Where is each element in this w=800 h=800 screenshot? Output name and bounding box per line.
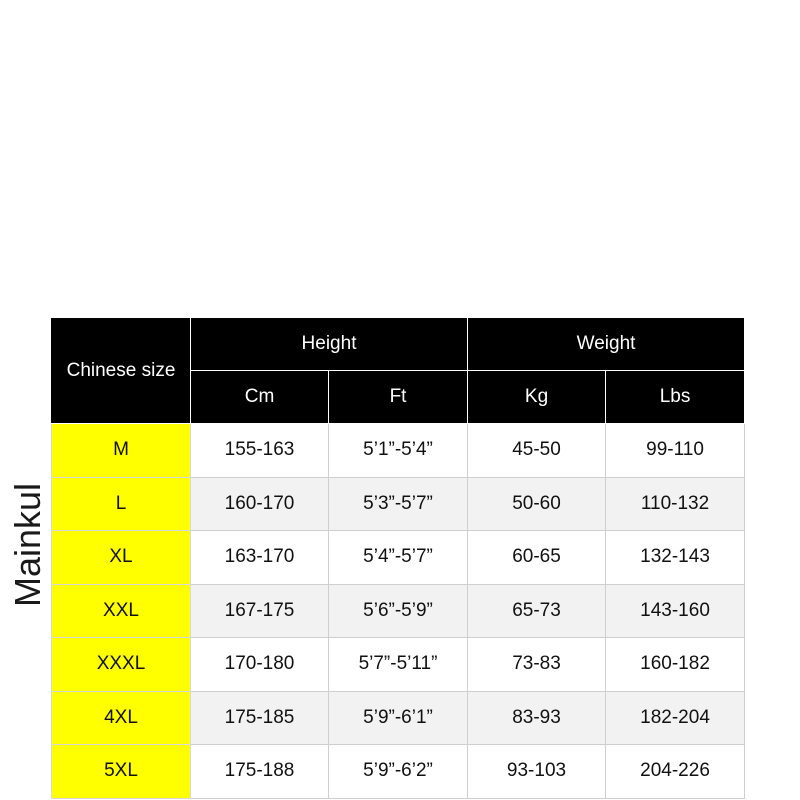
weight-kg-cell: 60-65 <box>468 531 606 585</box>
lbs-header: Lbs <box>606 371 745 424</box>
weight-lbs-cell: 110-132 <box>606 477 745 531</box>
brand-watermark <box>8 460 48 630</box>
table-row <box>52 745 745 799</box>
size-cell: 5XL <box>52 745 191 799</box>
weight-lbs-cell: 160-182 <box>606 638 745 692</box>
height-ft-cell: 5’1”-5’4” <box>329 424 468 478</box>
weight-kg-cell: 45-50 <box>468 424 606 478</box>
height-ft-cell: 5’7”-5’11” <box>329 638 468 692</box>
height-cm-cell: 155-163 <box>191 424 329 478</box>
weight-lbs-cell: 143-160 <box>606 584 745 638</box>
weight-lbs-cell: 182-204 <box>606 691 745 745</box>
size-cell: L <box>52 477 191 531</box>
table-body <box>52 424 745 799</box>
height-header: Height <box>191 318 468 371</box>
height-cm-cell: 163-170 <box>191 531 329 585</box>
height-cm-cell: 170-180 <box>191 638 329 692</box>
height-cm-cell: 167-175 <box>191 584 329 638</box>
weight-lbs-cell: 204-226 <box>606 745 745 799</box>
table-header <box>52 318 745 424</box>
size-cell: M <box>52 424 191 478</box>
table-row <box>52 584 745 638</box>
height-ft-cell: 5’3”-5’7” <box>329 477 468 531</box>
table-row <box>52 477 745 531</box>
weight-lbs-cell: 132-143 <box>606 531 745 585</box>
kg-header: Kg <box>468 371 606 424</box>
table-row <box>52 424 745 478</box>
table-row <box>52 531 745 585</box>
size-cell: 4XL <box>52 691 191 745</box>
table-row <box>52 691 745 745</box>
chinese-size-header: Chinese size <box>52 318 191 424</box>
weight-kg-cell: 65-73 <box>468 584 606 638</box>
ft-header: Ft <box>329 371 468 424</box>
height-cm-cell: 160-170 <box>191 477 329 531</box>
height-cm-cell: 175-188 <box>191 745 329 799</box>
weight-header: Weight <box>468 318 745 371</box>
cm-header: Cm <box>191 371 329 424</box>
size-chart-table <box>51 317 745 799</box>
size-cell: XXL <box>52 584 191 638</box>
weight-kg-cell: 83-93 <box>468 691 606 745</box>
height-ft-cell: 5’9”-6’2” <box>329 745 468 799</box>
weight-kg-cell: 73-83 <box>468 638 606 692</box>
height-ft-cell: 5’6”-5’9” <box>329 584 468 638</box>
height-ft-cell: 5’4”-5’7” <box>329 531 468 585</box>
weight-lbs-cell: 99-110 <box>606 424 745 478</box>
brand-text: Mainkul <box>7 482 48 608</box>
table-row <box>52 638 745 692</box>
weight-kg-cell: 50-60 <box>468 477 606 531</box>
weight-kg-cell: 93-103 <box>468 745 606 799</box>
size-cell: XL <box>52 531 191 585</box>
height-ft-cell: 5’9”-6’1” <box>329 691 468 745</box>
size-cell: XXXL <box>52 638 191 692</box>
header-row-groups <box>52 318 745 371</box>
height-cm-cell: 175-185 <box>191 691 329 745</box>
